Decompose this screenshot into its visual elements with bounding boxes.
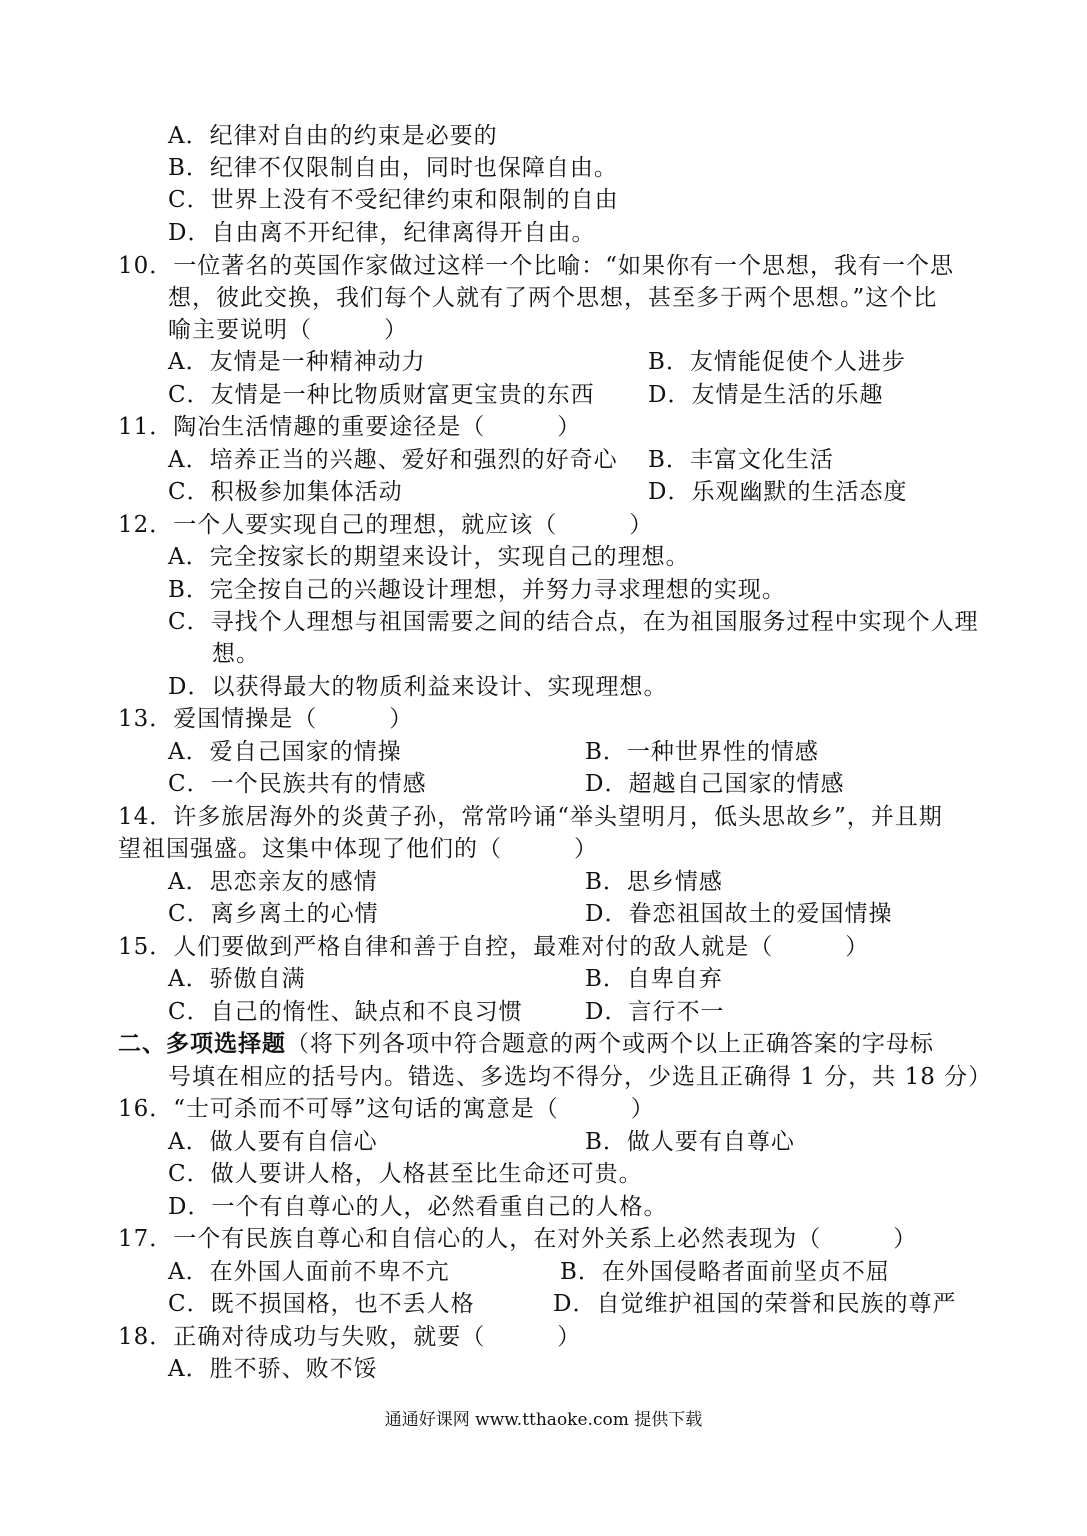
q11-option-c: C．积极参加集体活动 [168, 479, 403, 505]
q10-stem-line2: 想，彼此交换，我们每个人就有了两个思想，甚至多于两个思想。”这个比 [168, 285, 938, 311]
q17-option-d: D．自觉维护祖国的荣誉和民族的尊严 [553, 1291, 957, 1317]
q17-stem: 17．一个有民族自尊心和自信心的人，在对外关系上必然表现为（ ） [118, 1226, 918, 1252]
q16-option-b: B．做人要有自尊心 [585, 1129, 795, 1155]
q13-option-d: D．超越自己国家的情感 [585, 771, 845, 797]
q9-option-d: D．自由离不开纪律，纪律离得开自由。 [168, 220, 596, 246]
q14-option-d: D．眷恋祖国故土的爱国情操 [585, 901, 893, 927]
q18-option-a: A．胜不骄、败不馁 [168, 1356, 378, 1382]
q9-option-c: C．世界上没有不受纪律约束和限制的自由 [168, 187, 619, 213]
q11-stem: 11．陶冶生活情趣的重要途径是（ ） [118, 414, 582, 440]
q10-option-d: D．友情是生活的乐趣 [648, 382, 884, 408]
q16-option-a: A．做人要有自信心 [168, 1129, 378, 1155]
q14-stem-line1: 14．许多旅居海外的炎黄子孙，常常吟诵“举头望明月，低头思故乡”，并且期 [118, 804, 943, 830]
section2-instructions-part1: （将下列各项中符合题意的两个或两个以上正确答案的字母标 [286, 1031, 934, 1057]
q17-option-a: A．在外国人面前不卑不亢 [168, 1259, 450, 1285]
q10-option-a: A．友情是一种精神动力 [168, 349, 426, 375]
q11-option-d: D．乐观幽默的生活态度 [648, 479, 908, 505]
q15-option-b: B．自卑自弃 [585, 966, 723, 992]
q10-option-c: C．友情是一种比物质财富更宝贵的东西 [168, 382, 595, 408]
q15-option-c: C．自己的惰性、缺点和不良习惯 [168, 999, 523, 1025]
q10-stem-line3: 喻主要说明（ ） [168, 317, 408, 343]
q12-option-b: B．完全按自己的兴趣设计理想，并努力寻求理想的实现。 [168, 577, 786, 603]
q12-option-c-line1: C．寻找个人理想与祖国需要之间的结合点，在为祖国服务过程中实现个人理 [168, 609, 979, 635]
q10-option-b: B．友情能促使个人进步 [648, 349, 906, 375]
q12-option-d: D．以获得最大的物质利益来设计、实现理想。 [168, 674, 668, 700]
q13-stem: 13．爱国情操是（ ） [118, 706, 414, 732]
q16-option-c: C．做人要讲人格，人格甚至比生命还可贵。 [168, 1161, 643, 1187]
q11-option-a: A．培养正当的兴趣、爱好和强烈的好奇心 [168, 447, 618, 473]
q14-option-a: A．思恋亲友的感情 [168, 869, 378, 895]
q16-stem: 16．“士可杀而不可辱”这句话的寓意是（ ） [118, 1096, 655, 1122]
section2-instructions-part2: 号填在相应的括号内。错选、多选均不得分，少选且正确得 1 分，共 18 分） [168, 1064, 993, 1090]
q13-option-b: B．一种世界性的情感 [585, 739, 819, 765]
q16-option-d: D．一个有自尊心的人，必然看重自己的人格。 [168, 1194, 668, 1220]
q9-option-a: A．纪律对自由的约束是必要的 [168, 123, 498, 149]
section2-heading-line1 [118, 1028, 934, 1060]
q13-option-a: A．爱自己国家的情操 [168, 739, 402, 765]
q13-option-c: C．一个民族共有的情感 [168, 771, 427, 797]
q10-stem-line1: 10．一位著名的英国作家做过这样一个比喻：“如果你有一个思想，我有一个思 [118, 253, 955, 279]
q17-option-b: B．在外国侵略者面前坚贞不屈 [560, 1259, 890, 1285]
q11-option-b: B．丰富文化生活 [648, 447, 834, 473]
q12-option-a: A．完全按家长的期望来设计，实现自己的理想。 [168, 544, 690, 570]
q15-stem: 15．人们要做到严格自律和善于自控，最难对付的敌人就是（ ） [118, 934, 870, 960]
q14-option-b: B．思乡情感 [585, 869, 723, 895]
q12-stem: 12．一个人要实现自己的理想，就应该（ ） [118, 512, 654, 538]
q17-option-c: C．既不损国格，也不丢人格 [168, 1291, 475, 1317]
q12-option-c-line2: 想。 [212, 641, 260, 667]
q9-option-b: B．纪律不仅限制自由，同时也保障自由。 [168, 155, 618, 181]
q18-stem: 18．正确对待成功与失败，就要（ ） [118, 1324, 582, 1350]
section2-heading: 二、多项选择题 [118, 1030, 286, 1057]
q14-stem-line2: 望祖国强盛。这集中体现了他们的（ ） [118, 836, 598, 862]
q15-option-a: A．骄傲自满 [168, 966, 306, 992]
q15-option-d: D．言行不一 [585, 999, 725, 1025]
q14-option-c: C．离乡离土的心情 [168, 901, 379, 927]
page-footer: 通通好课网 www.tthaoke.com 提供下载 [384, 1410, 703, 1430]
